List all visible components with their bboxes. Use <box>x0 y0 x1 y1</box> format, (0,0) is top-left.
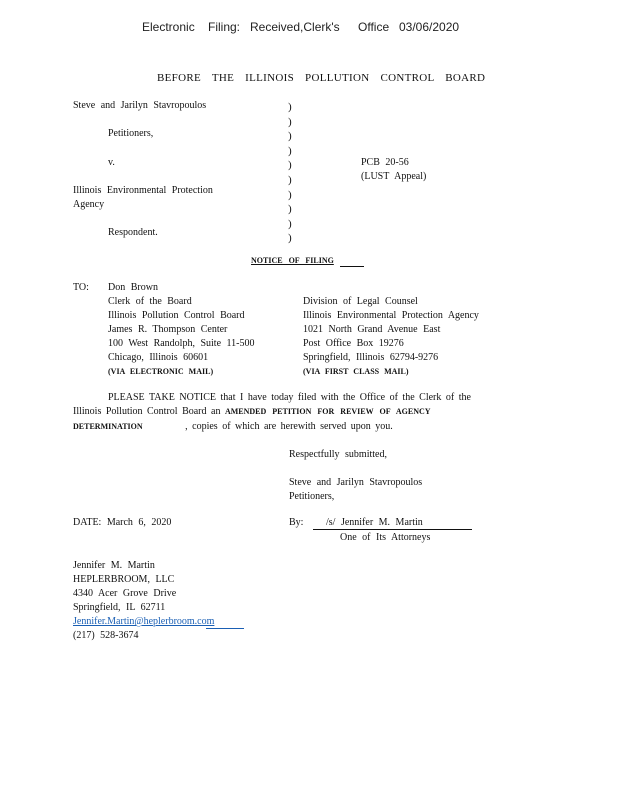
versus: v. <box>108 157 115 168</box>
body-line-2-prefix: Illinois Pollution Control Board an <box>73 406 221 417</box>
by-label: By: <box>289 517 304 528</box>
body-line-1: PLEASE TAKE NOTICE that I have today filed with the Office of the Clerk of the <box>108 392 471 403</box>
paren: ) <box>288 173 292 186</box>
paren: ) <box>288 232 292 245</box>
attorney-city: Springfield, IL 62711 <box>73 602 166 613</box>
paren: ) <box>288 115 292 128</box>
case-number: PCB 20-56 <box>361 157 409 168</box>
attorneys-label: One of Its Attorneys <box>340 532 431 543</box>
paren: ) <box>288 144 292 157</box>
paren: ) <box>288 159 292 172</box>
closing-signers-label: Petitioners, <box>289 491 335 502</box>
respondent-label: Respondent. <box>108 227 158 238</box>
respectfully-submitted: Respectfully submitted, <box>289 449 387 460</box>
closing-signers: Steve and Jarilyn Stavropoulos <box>289 477 423 488</box>
recipient-left-line: 100 West Randolph, Suite 11-500 <box>108 338 255 349</box>
recipient-right-line: Illinois Environmental Protection Agency <box>303 310 479 321</box>
paren: ) <box>288 217 292 230</box>
board-title: BEFORE THE ILLINOIS POLLUTION CONTROL BOARD <box>157 72 486 84</box>
attorney-phone: (217) 528-3674 <box>73 630 139 641</box>
filing-stamp-filing: Filing: <box>208 20 241 34</box>
filing-stamp-office: Office <box>358 20 390 34</box>
petitioners-label: Petitioners, <box>108 128 154 139</box>
recipient-left-via: (VIA ELECTRONIC MAIL) <box>108 367 214 376</box>
respondent-name-line1: Illinois Environmental Protection <box>73 185 213 196</box>
filing-stamp-electronic: Electronic <box>142 20 195 34</box>
case-type: (LUST Appeal) <box>361 171 427 182</box>
attorney-email-link[interactable]: Jennifer.Martin@heplerbroom.com <box>73 616 215 627</box>
recipient-right-line: 1021 North Grand Avenue East <box>303 324 441 335</box>
body-line-2 <box>73 406 431 417</box>
body-line-3-bold: DETERMINATION <box>73 422 143 431</box>
notice-title-underline <box>340 266 364 267</box>
recipient-left-name: Don Brown <box>108 282 158 293</box>
recipient-left-line: Clerk of the Board <box>108 296 192 307</box>
paren: ) <box>288 130 292 143</box>
petitioners-names: Steve and Jarilyn Stavropoulos <box>73 100 207 111</box>
paren: ) <box>288 101 292 113</box>
body-line-3 <box>73 421 393 432</box>
signature: /s/ Jennifer M. Martin <box>326 517 423 528</box>
filing-stamp-received: Received,Clerk's <box>250 20 340 34</box>
recipient-right-via: (VIA FIRST CLASS MAIL) <box>303 367 409 376</box>
body-line-2-bold: AMENDED PETITION FOR REVIEW OF AGENCY <box>224 407 431 416</box>
email-underline <box>206 628 244 629</box>
attorney-firm: HEPLERBROOM, LLC <box>73 574 175 585</box>
caption-parentheses <box>288 100 292 246</box>
recipient-left-line: Chicago, Illinois 60601 <box>108 352 209 363</box>
paren: ) <box>288 203 292 216</box>
paren: ) <box>288 188 292 201</box>
signature-line <box>313 529 472 530</box>
filing-stamp-date: 03/06/2020 <box>399 20 460 34</box>
recipient-right-line: Post Office Box 19276 <box>303 338 404 349</box>
recipient-right-line: Division of Legal Counsel <box>303 296 418 307</box>
recipient-left-line: James R. Thompson Center <box>108 324 228 335</box>
attorney-name: Jennifer M. Martin <box>73 560 155 571</box>
notice-title: NOTICE OF FILING <box>251 256 334 265</box>
respondent-name-line2: Agency <box>73 199 105 210</box>
date-line: DATE: March 6, 2020 <box>73 517 172 528</box>
body-line-3-rest: , copies of which are herewith served upon you. <box>185 421 393 432</box>
recipient-left-line: Illinois Pollution Control Board <box>108 310 245 321</box>
recipient-right-line: Springfield, Illinois 62794-9276 <box>303 352 439 363</box>
to-label: TO: <box>73 282 89 293</box>
attorney-street: 4340 Acer Grove Drive <box>73 588 177 599</box>
